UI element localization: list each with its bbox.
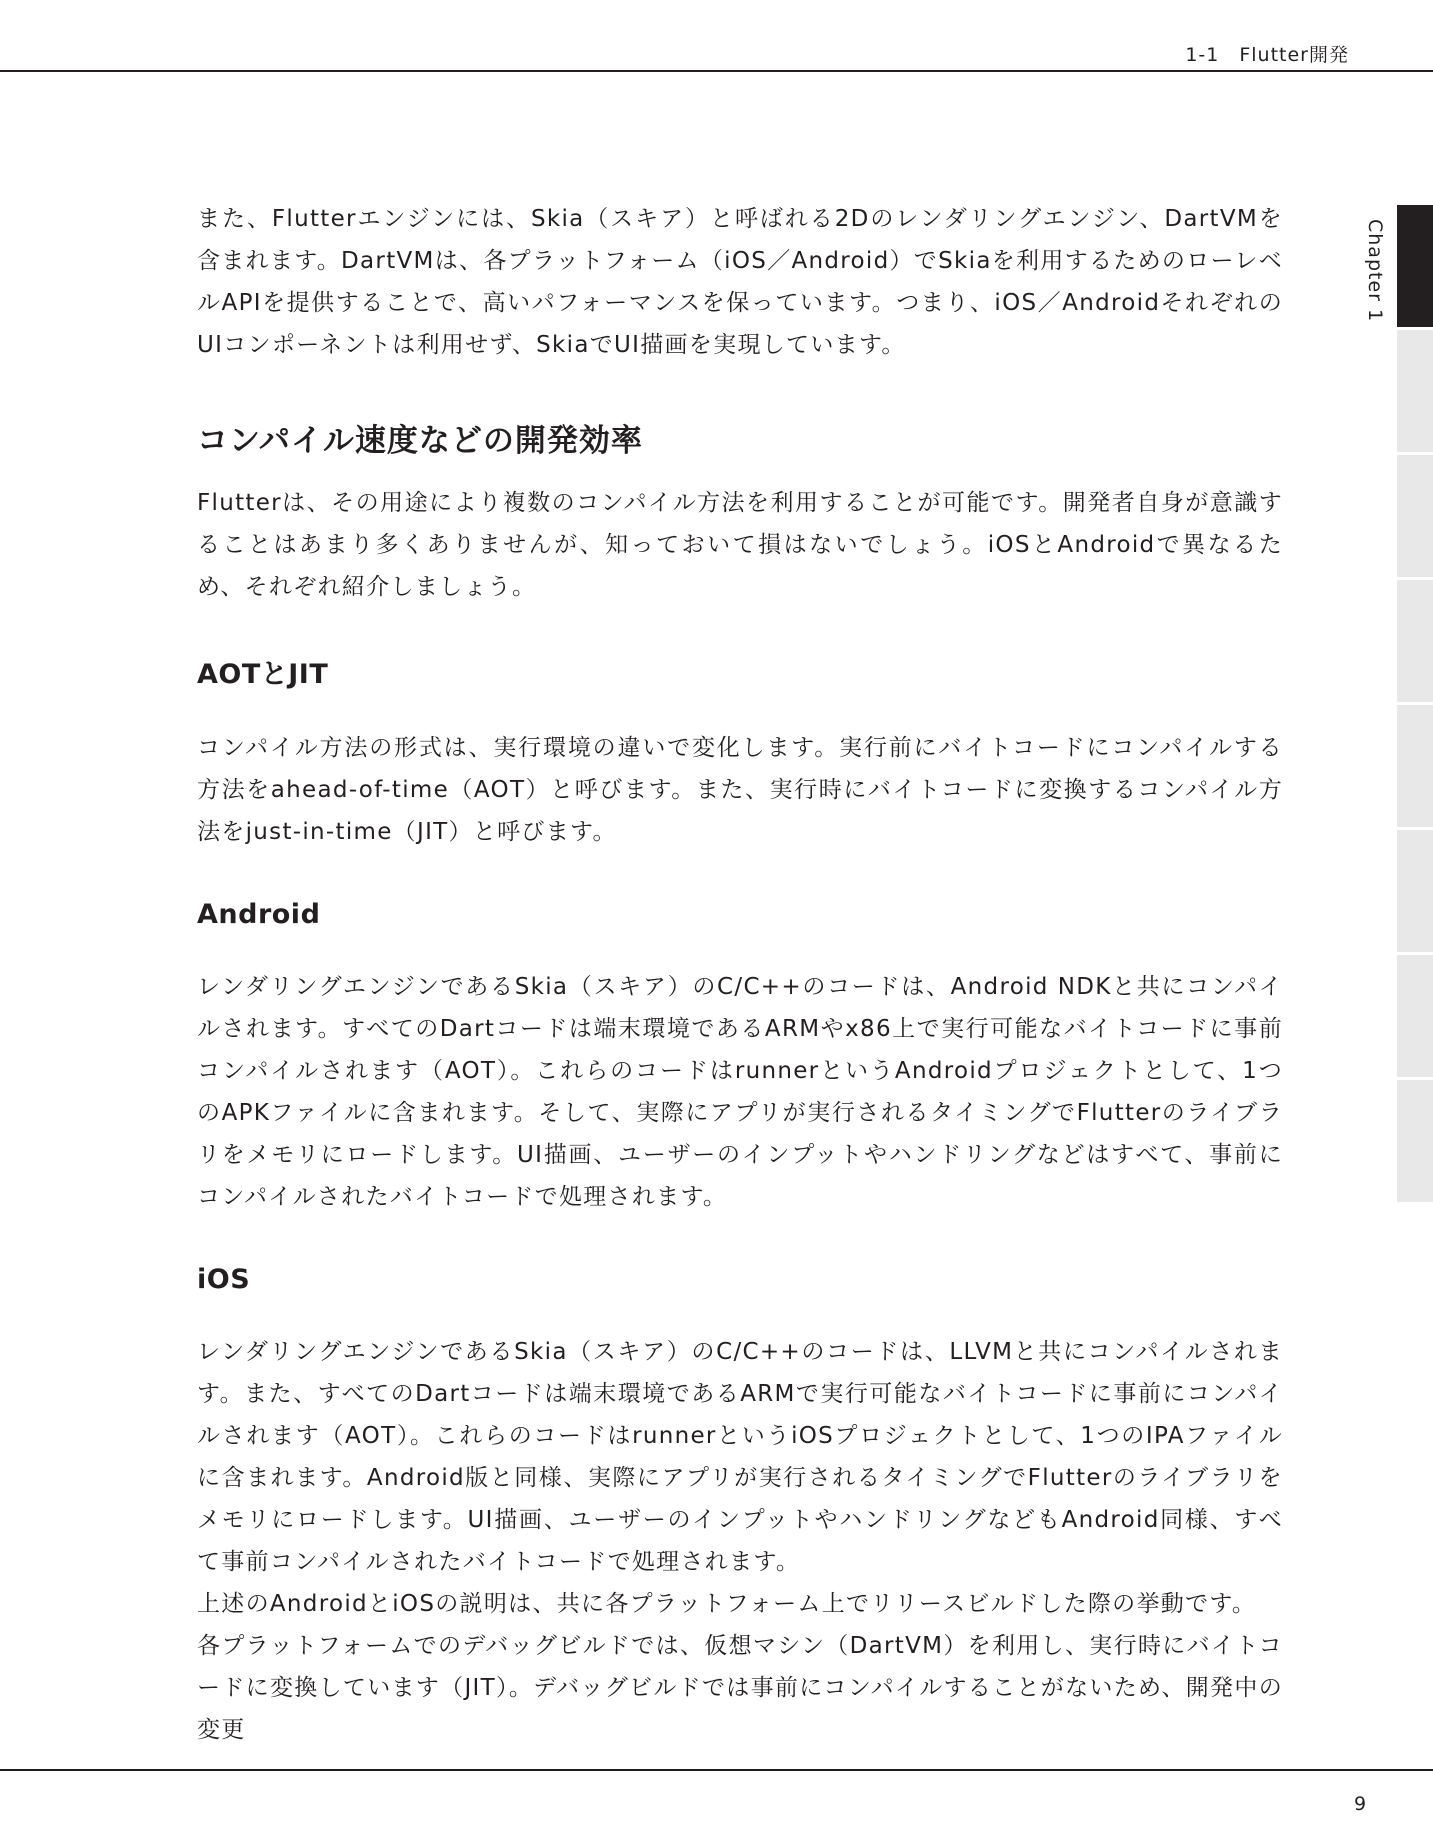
intro-paragraph: また、Flutterエンジンには、Skia（スキア）と呼ばれる2Dのレンダリングエンジン、DartVMを含まれます。DartVMは、各プラットフォーム（iOS／Android）でSkiaを利用するためのローレベルAPIを提供することで、高いパフォーマンスを保っています。つまり、iOS／AndroidそれぞれのUIコンポーネントは利用せず、SkiaでUI描画を実現しています。 <box>197 206 1283 358</box>
thumb-tab-chapter-2 <box>1397 330 1433 455</box>
page-number: 9 <box>1354 1793 1367 1815</box>
running-head: 1-1 Flutter開発 <box>1185 44 1349 66</box>
thumb-tab-chapter-5 <box>1397 705 1433 830</box>
thumb-tab-chapter-6 <box>1397 830 1433 955</box>
subsection-heading-android: Android <box>197 899 321 930</box>
header-rule <box>0 70 1433 72</box>
section-heading-compile-efficiency: コンパイル速度などの開発効率 <box>197 423 643 459</box>
chapter-label: Chapter 1 <box>1364 219 1386 323</box>
android-paragraph: レンダリングエンジンであるSkia（スキア）のC/C++のコードは、Android NDKと共にコンパイルされます。すべてのDartコードは端末環境であるARMやx86上で実行可能なバイトコードに事前コンパイルされます（AOT）。これらのコードはrunnerというAndroidプロジェクトとして、1つのAPKファイルに含まれます。そして、実際にアプリが実行されるタイミングでFlutterのライブラリをメモリにロードします。UI描画、ユーザーのインプットやハンドリングなどはすべて、事前にコンパイルされたバイトコードで処理されます。 <box>197 974 1283 1210</box>
thumb-tab-chapter-3 <box>1397 455 1433 580</box>
footer-rule <box>0 1769 1433 1771</box>
ios-paragraph: レンダリングエンジンであるSkia（スキア）のC/C++のコードは、LLVMと共にコンパイルされます。また、すべてのDartコードは端末環境であるARMで実行可能なバイトコードに事前にコンパイルされます（AOT）。これらのコードはrunnerというiOSプロジェクトとして、1つのIPAファイルに含まれます。Android版と同様、実際にアプリが実行されるタイミングでFlutterのライブラリをメモリにロードします。UI描画、ユーザーのインプットやハンドリングなどもAndroid同様、すべて事前コンパイルされたバイトコードで処理されます。 <box>197 1339 1283 1575</box>
thumb-tab-chapter-8 <box>1397 1080 1433 1205</box>
thumb-tab-chapter-1 <box>1397 205 1433 330</box>
page-body <box>197 198 1283 1751</box>
thumb-tab-chapter-7 <box>1397 955 1433 1080</box>
aot-jit-paragraph: コンパイル方法の形式は、実行環境の違いで変化します。実行前にバイトコードにコンパイルする方法をahead-of-time（AOT）と呼びます。また、実行時にバイトコードに変換するコンパイル方法をjust-in-time（JIT）と呼びます。 <box>197 735 1283 845</box>
subsection-heading-aot-jit: AOTとJIT <box>197 659 329 690</box>
compile-efficiency-paragraph: Flutterは、その用途により複数のコンパイル方法を利用することが可能です。開発者自身が意識することはあまり多くありませんが、知っておいて損はないでしょう。iOSとAndroidで異なるため、それぞれ紹介しましょう。 <box>197 490 1283 600</box>
subsection-heading-ios: iOS <box>197 1264 251 1295</box>
chapter-thumb-index <box>1397 205 1433 1205</box>
thumb-tab-chapter-4 <box>1397 580 1433 705</box>
release-build-note: 上述のAndroidとiOSの説明は、共に各プラットフォーム上でリリースビルドした際の挙動です。 <box>197 1591 1257 1617</box>
debug-build-paragraph: 各プラットフォームでのデバッグビルドでは、仮想マシン（DartVM）を利用し、実行時にバイトコードに変換しています（JIT）。デバッグビルドでは事前にコンパイルすることがないため、開発中の変更 <box>197 1633 1283 1743</box>
